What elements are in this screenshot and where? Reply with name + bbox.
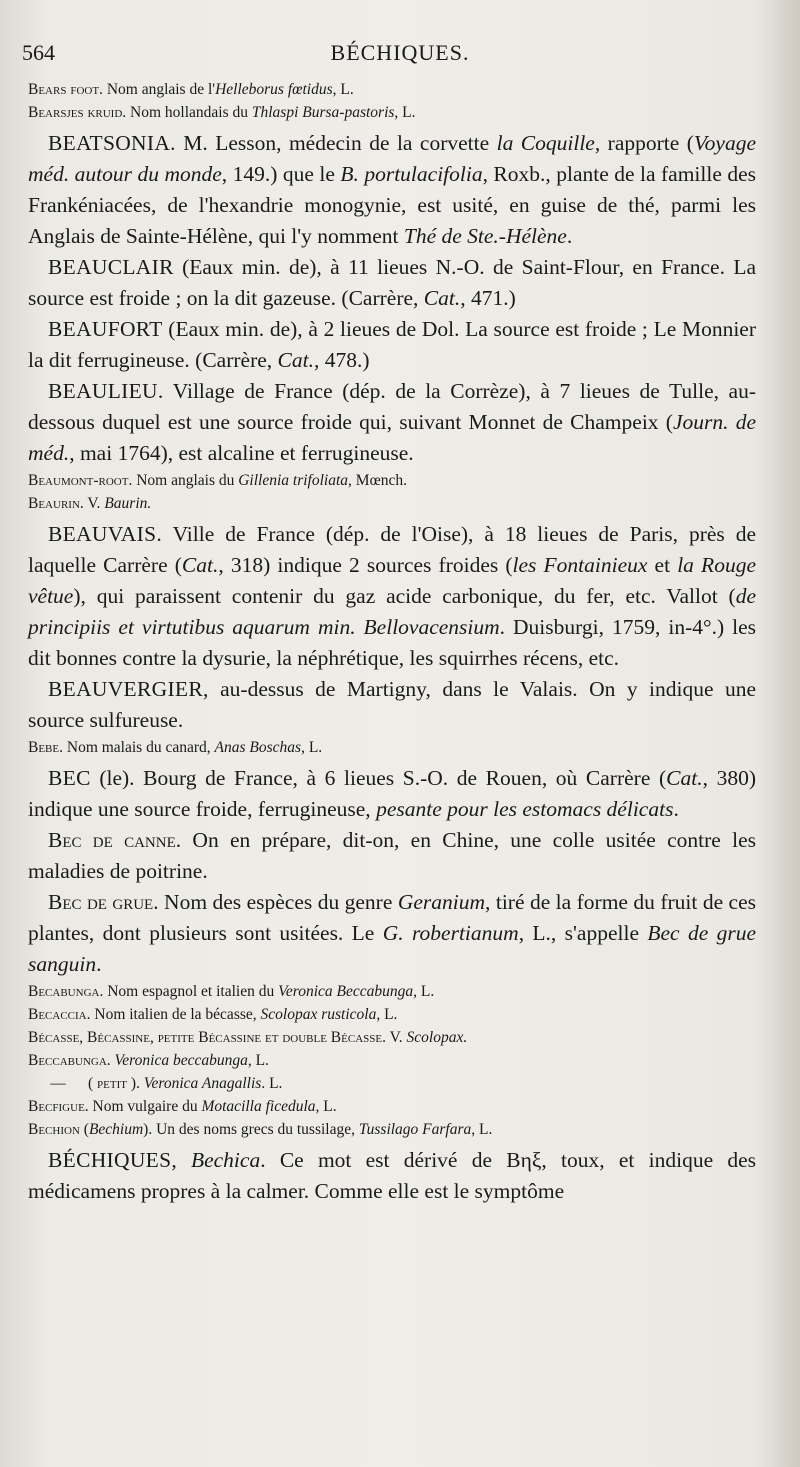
headword: BEAUFORT bbox=[48, 317, 163, 341]
definition: ( bbox=[79, 1121, 89, 1138]
definition-tail: , L. bbox=[301, 739, 323, 756]
running-head: BÉCHIQUES. bbox=[330, 40, 470, 65]
text-run: . Ce mot est dérivé de Βηξ, toux, et indique des médicamens propres à la calmer. Comme elle est le symptôme bbox=[28, 1148, 757, 1203]
entry-bechion bbox=[28, 1118, 756, 1141]
species-name: Gillenia trifoliata bbox=[238, 472, 349, 489]
definition: Nom anglais du bbox=[132, 472, 239, 489]
text-run: (Eaux min. de), à 2 lieues de Dol. La source est froide ; Le Monnier la dit ferrugineuse. (Carrère, bbox=[28, 317, 756, 372]
text-run: Village de France (dép. de la Corrèze), à 7 lieues de Tulle, au-dessous duquel est une source froide qui, suivant Monnet de Champeix ( bbox=[28, 379, 756, 434]
headword: Bec de canne. bbox=[48, 828, 182, 852]
definition-tail: . L. bbox=[261, 1075, 283, 1092]
headword: Bec de grue. bbox=[48, 890, 159, 914]
text-run: et bbox=[647, 553, 678, 577]
italic-run: Thé de Ste.-Hélène bbox=[403, 224, 567, 248]
text-run: , 318) indique 2 sources froides ( bbox=[218, 553, 513, 577]
definition: Nom vulgaire du bbox=[88, 1098, 202, 1115]
entry-beaurin bbox=[28, 492, 756, 515]
definition: ). Un des noms grecs du tussilage, bbox=[143, 1121, 359, 1138]
headword: Beaumont-root. bbox=[28, 472, 133, 489]
ditto-dash: — bbox=[50, 1075, 66, 1092]
definition-tail: , Mœnch. bbox=[348, 472, 408, 489]
page-header bbox=[20, 40, 780, 74]
text-run: , rapporte ( bbox=[594, 131, 694, 155]
entry-bebe bbox=[28, 736, 756, 759]
headword: Beaurin. bbox=[28, 495, 84, 512]
entry-bec-de-canne bbox=[28, 825, 756, 887]
italic-run: Cat. bbox=[423, 286, 461, 310]
entry-beaufort bbox=[28, 314, 756, 376]
cross-reference: Scolopax. bbox=[406, 1029, 468, 1046]
page-number: 564 bbox=[22, 40, 55, 65]
entry-beatsonia bbox=[28, 128, 756, 252]
species-name: Veronica Anagallis bbox=[143, 1075, 262, 1092]
entry-bec bbox=[28, 763, 756, 825]
headword: Bechion bbox=[28, 1121, 80, 1138]
headword: Bearsjes kruid. bbox=[28, 104, 127, 121]
entry-bearsjes-kruid bbox=[28, 101, 756, 124]
headword: Beccabunga. bbox=[28, 1052, 111, 1069]
text-run: . Duisburgi, 1759, in-4°.) les dit bonnes contre la dysurie, la néphrétique, les squirrhes récens, etc. bbox=[28, 615, 756, 670]
headword: Bears foot. bbox=[28, 81, 103, 98]
text-run: , 471.) bbox=[460, 286, 516, 310]
definition: Nom espagnol et italien du bbox=[103, 983, 279, 1000]
italic-run: de principiis et virtutibus aquarum min. Bellovacensium bbox=[28, 584, 756, 639]
text-run: ), qui paraissent contenir du gaz acide carbonique, du fer, etc. Vallot ( bbox=[73, 584, 736, 608]
cross-reference: Baurin. bbox=[104, 495, 152, 512]
entry-becabunga bbox=[28, 980, 756, 1003]
entry-beccabunga bbox=[28, 1049, 756, 1072]
entry-beaulieu bbox=[28, 376, 756, 469]
italic-run: Cat. bbox=[181, 553, 219, 577]
definition-tail: , L. bbox=[471, 1121, 493, 1138]
definition: Nom hollandais du bbox=[126, 104, 252, 121]
species-name: Motacilla ficedula bbox=[201, 1098, 316, 1115]
entry-becfigue bbox=[28, 1095, 756, 1118]
entry-beaumont-root bbox=[28, 469, 756, 492]
italic-run: Cat. bbox=[666, 766, 703, 790]
text-run: , mai 1764), est alcaline et ferrugineuse. bbox=[69, 441, 414, 465]
entry-bechiques bbox=[28, 1145, 756, 1207]
definition: Nom malais du canard, bbox=[63, 739, 215, 756]
headword: Bebe. bbox=[28, 739, 63, 756]
entry-beccabunga-petit bbox=[28, 1072, 756, 1095]
qualifier: ( petit ). bbox=[88, 1075, 144, 1092]
latin-name: Bechium bbox=[88, 1121, 144, 1138]
text-run: , Roxb., plante de la famille des Frankéniacées, de l'hexandrie monogynie, est usité, en guise de thé, parmi les Anglais de Sainte-Hélène, qui l'y nomment bbox=[28, 162, 757, 248]
entry-beauclair bbox=[28, 252, 756, 314]
italic-run: Bechica bbox=[190, 1148, 261, 1172]
text-run: . bbox=[566, 224, 573, 248]
headword: Becabunga. bbox=[28, 983, 104, 1000]
species-name: Scolopax rusticola bbox=[260, 1006, 377, 1023]
italic-run: la Coquille bbox=[496, 131, 595, 155]
italic-run: les Fontainieux bbox=[512, 553, 648, 577]
text-run: On en prépare, dit-on, en Chine, une colle usitée contre les maladies de poitrine. bbox=[28, 828, 756, 883]
italic-run: Bec de grue sanguin bbox=[28, 921, 757, 976]
entry-bears-foot bbox=[28, 78, 756, 101]
definition: Nom italien de la bécasse, bbox=[90, 1006, 261, 1023]
italic-run: G. robertianum bbox=[382, 921, 519, 945]
definition: V. bbox=[83, 495, 105, 512]
text-run: Nom des espèces du genre bbox=[158, 890, 398, 914]
headword: BEAUCLAIR bbox=[48, 255, 174, 279]
italic-run: Cat. bbox=[277, 348, 314, 372]
text-run: , tiré de la forme du fruit de ces plantes, dont plusieurs sont usitées. Le bbox=[28, 890, 757, 945]
species-name: Thlaspi Bursa-pastoris bbox=[251, 104, 395, 121]
headword: BEATSONIA. bbox=[48, 131, 176, 155]
text-run: . bbox=[673, 797, 679, 821]
headword: BEAUVERGIER, bbox=[48, 677, 209, 701]
headword: BEC bbox=[48, 766, 91, 790]
italic-run: B. portulacifolia bbox=[340, 162, 483, 186]
text-run: , 478.) bbox=[313, 348, 370, 372]
text-run: , L., s'appelle bbox=[518, 921, 648, 945]
headword: Becfigue. bbox=[28, 1098, 89, 1115]
definition: Nom anglais de l' bbox=[102, 81, 216, 98]
entry-beauvergier bbox=[28, 674, 756, 736]
definition-tail: , L. bbox=[394, 104, 416, 121]
definition-tail: , L. bbox=[376, 1006, 398, 1023]
definition-tail: , L. bbox=[247, 1052, 269, 1069]
text-run: au-dessus de Martigny, dans le Valais. On y indique une source sulfureuse. bbox=[28, 677, 756, 732]
entry-beauvais bbox=[28, 519, 756, 674]
italic-run: Journ. de méd. bbox=[28, 410, 757, 465]
headword: BÉCHIQUES bbox=[48, 1148, 172, 1172]
text-run: , 380) indique une source froide, ferrugineuse, bbox=[28, 766, 756, 821]
definition-tail: , L. bbox=[332, 81, 354, 98]
text-run: , bbox=[171, 1148, 191, 1172]
page-edge-shadow bbox=[760, 0, 800, 1467]
italic-run: Voyage méd. autour du monde bbox=[28, 131, 756, 186]
species-name: Veronica Beccabunga bbox=[278, 983, 414, 1000]
text-run: Ville de France (dép. de l'Oise), à 18 lieues de Paris, près de laquelle Carrère ( bbox=[28, 522, 756, 577]
entry-becasse bbox=[28, 1026, 756, 1049]
species-name: Tussilago Farfara bbox=[358, 1121, 472, 1138]
species-name: Veronica beccabunga bbox=[114, 1052, 248, 1069]
definition: V. bbox=[385, 1029, 407, 1046]
species-name: Anas Boschas bbox=[214, 739, 302, 756]
italic-run: Geranium bbox=[397, 890, 486, 914]
headword: Becaccia. bbox=[28, 1006, 91, 1023]
text-run: (Eaux min. de), à 11 lieues N.-O. de Saint-Flour, en France. La source est froide ; on la dit gazeuse. (Carrère, bbox=[28, 255, 756, 310]
dictionary-column bbox=[28, 78, 756, 1207]
text-run: , 149.) que le bbox=[221, 162, 341, 186]
entry-becaccia bbox=[28, 1003, 756, 1026]
entry-bec-de-grue bbox=[28, 887, 756, 980]
headword: BEAUVAIS. bbox=[48, 522, 163, 546]
text-run: . bbox=[96, 952, 102, 976]
text-run: M. Lesson, médecin de la corvette bbox=[175, 131, 497, 155]
definition-tail: , L. bbox=[413, 983, 435, 1000]
headword: BEAULIEU. bbox=[48, 379, 164, 403]
species-name: Helleborus fœtidus bbox=[215, 81, 333, 98]
italic-run: la Rouge vêtue bbox=[28, 553, 756, 608]
italic-run: pesante pour les estomacs délicats bbox=[376, 797, 674, 821]
definition-tail: , L. bbox=[315, 1098, 337, 1115]
headword: Bécasse, Bécassine, petite Bécassine et double Bécasse. bbox=[28, 1029, 386, 1046]
text-run: (le). Bourg de France, à 6 lieues S.-O. de Rouen, où Carrère ( bbox=[90, 766, 667, 790]
